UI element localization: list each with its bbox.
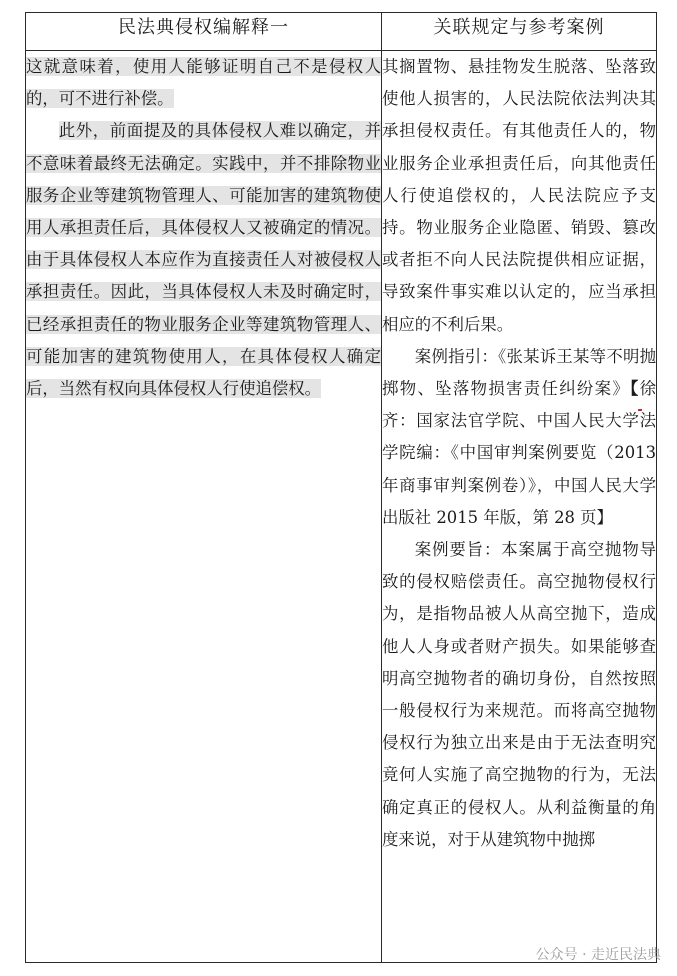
red-strike-mark bbox=[638, 409, 642, 411]
case-source: 国家法官学院、中国人民大学法学院编：《中国审判案例要览（2013 年商事审判案例卷）》，中国人民大学出版社 2015 年版，第 28 页】 bbox=[382, 411, 657, 527]
interpretation-cell bbox=[26, 51, 382, 963]
bracket-open: 【 bbox=[630, 379, 640, 399]
right-column-title: 关联规定与参考案例 bbox=[382, 13, 657, 51]
struck-name: 徐齐： bbox=[382, 379, 656, 431]
interpretation-paragraph-2 bbox=[26, 115, 381, 405]
reference-cell bbox=[382, 51, 657, 963]
comparison-table bbox=[25, 12, 657, 963]
case-guide-label: 案例指引： bbox=[414, 346, 499, 366]
case-summary-paragraph: 案例要旨：本案属于高空抛物导致的侵权赔偿责任。高空抛物侵权行为，是指物品被人从高空抛下，造成他人人身或者财产损失。如果能够查明高空抛物者的确切身份，自然按照一般侵权行为来规范。而将高空抛物侵权行为独立出来是由于无法查明究竟何人实施了高空抛物的行为，无法确定真正的侵权人。从利益衡量的角度来说，对于从建筑物中抛掷 bbox=[382, 540, 656, 849]
highlighted-text: 这就意味着，使用人能够证明自己不是侵权人的，可不进行补偿。 bbox=[26, 57, 381, 109]
interpretation-paragraph-1 bbox=[26, 51, 381, 115]
table-header-row bbox=[26, 13, 657, 51]
left-column-title: 民法典侵权编解释一 bbox=[26, 13, 382, 51]
watermark: 公众号 · 走近民法典 bbox=[535, 947, 661, 963]
reference-paragraph-1: 其搁置物、悬挂物发生脱落、坠落致使他人损害的，人民法院依法判决其承担侵权责任。有其他责任人的，物业服务企业承担责任后，向其他责任人行使追偿权的，人民法院应予支持。物业服务企业隐匿、销毁、篡改或者拒不向人民法院提供相应证据，导致案件事实难以认定的，应当承担相应的不利后果。 bbox=[382, 57, 656, 334]
table-body-row bbox=[26, 51, 657, 963]
case-title: 《张某诉王某等不明抛掷物、坠落物损害责任纠纷案》 bbox=[382, 346, 656, 399]
case-guide-paragraph bbox=[382, 341, 656, 534]
highlighted-text: 此外，前面提及的具体侵权人难以确定，并不意味着最终无法确定。实践中，并不排除物业服务企业等建筑物管理人、可能加害的建筑物使用人承担责任后，具体侵权人又被确定的情况。由于具体侵权人本应作为直接责任人对被侵权人承担责任。因此，当具体侵权人未及时确定时，已经承担责任的物业服务企业等建筑物管理人、可能加害的建筑物使用人，在具体侵权人确定后，当然有权向具体侵权人行使追偿权。 bbox=[26, 121, 381, 399]
